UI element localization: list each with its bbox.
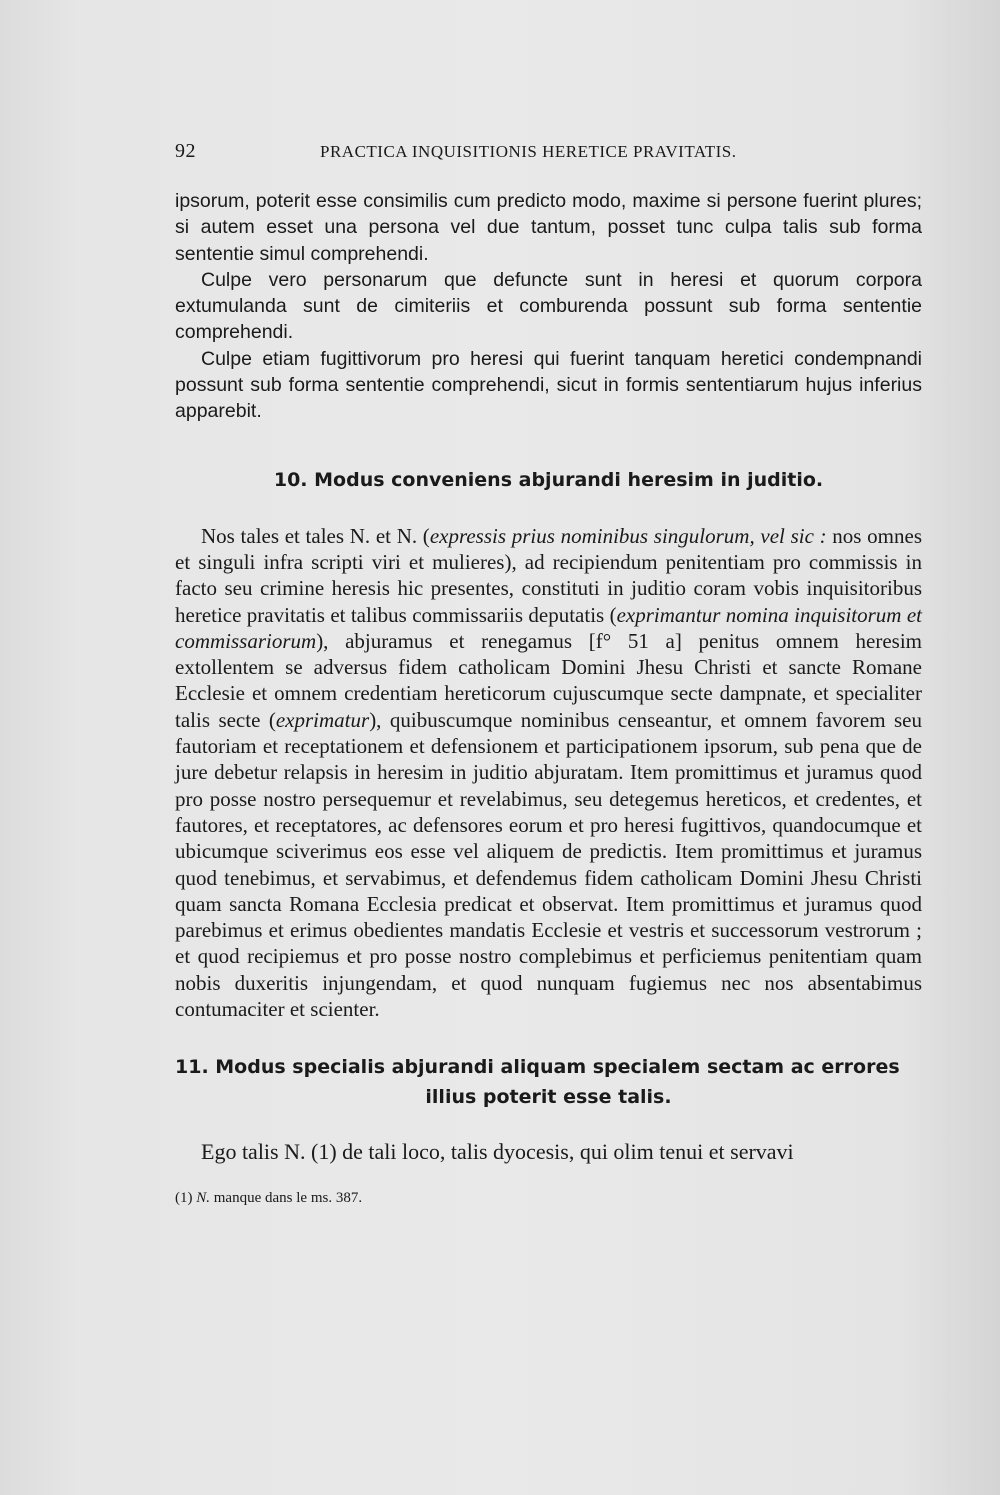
section-10-italic-3: exprimatur bbox=[275, 707, 370, 732]
section-10-text-part-4: ), quibuscumque nominibus censeantur, et omnem favorem seu fautoriam et receptationem et defensionem et participationem ipsorum, sub pena que de jure debetur relapsis in heresim in juditio abjuratam. Item promittimus et juramus quod pro posse nostro persequemur et revelabimus, seu detegemus hereticos, et credentes, et fautores, et receptatores, ac defensores eorum et pro heresi fugittivos, quandocumque et ubicumque sciverimus eos esse vel aliquem de predictis. Item promittimus et juramus quod tenebimus, et servabimus, et defendemus fidem catholicam Domini Jhesu Christi quam sancta Romana Ecclesia predicat et observat. Item promittimus et juramus quod parebimus et erimus obedientes mandatis Ecclesie et vestris et successorum vestrorum ; et quod recipiemus et pro posse nostro complebimus et perficiemus penitentiam quam nobis duxeritis injungendam, et quod nunquam fugiemus nec nos absentabimus contumaciter et scienter. bbox=[175, 707, 922, 1022]
section-11-heading-line-2: illius poterit esse talis. bbox=[425, 1086, 672, 1109]
paragraph-3: Culpe etiam fugittivorum pro heresi qui fuerint tanquam heretici condempnandi possunt sub forma sententie comprehendi, sicut in formis sententiarum hujus inferius apparebit. bbox=[175, 347, 922, 423]
running-title: PRACTICA INQUISITIONIS HERETICE PRAVITATIS. bbox=[320, 142, 737, 161]
section-11-heading-line-1: 11. Modus specialis abjurandi aliquam specialem sectam ac errores bbox=[175, 1056, 900, 1079]
footnote-marker: (1) bbox=[175, 1190, 197, 1207]
footnote bbox=[175, 1188, 922, 1208]
running-head bbox=[175, 140, 922, 180]
section-10-text-part-1: Nos tales et tales N. et N. ( bbox=[201, 523, 430, 548]
section-10-heading: 10. Modus conveniens abjurandi heresim in juditio. bbox=[273, 468, 824, 491]
page-number: 92 bbox=[175, 140, 196, 162]
footnote-text: manque dans le ms. 387. bbox=[210, 1190, 363, 1207]
page-content bbox=[175, 188, 922, 1208]
footnote-italic: N. bbox=[196, 1190, 211, 1207]
paragraph-1: ipsorum, poterit esse consimilis cum predicto modo, maxime si persone fuerint plures; si autem esset una persona vel due tantum, posset tunc culpa talis sub forma sententie simul comprehendi. bbox=[175, 190, 922, 265]
ego-paragraph: Ego talis N. (1) de tali loco, talis dyocesis, qui olim tenui et servavi bbox=[201, 1139, 794, 1165]
section-10-text-part-3: ), abjuramus et renegamus [f° 51 a] penitus omnem heresim extollentem se adversus fidem catholicam Domini Jhesu Christi et sancte Romane Ecclesie et omnem credentiam hereticorum cujuscumque secte dampnate, et specialiter talis secte ( bbox=[175, 628, 922, 732]
section-11-heading bbox=[175, 1052, 922, 1112]
section-10-italic-2: exprimantur nomina inquisitorum et commissariorum bbox=[175, 602, 922, 653]
paragraph-2: Culpe vero personarum que defuncte sunt in heresi et quorum corpora extumulanda sunt de cimiteriis et comburenda possunt sub forma sententie comprehendi. bbox=[175, 268, 922, 344]
section-10-italic-1: expressis prius nominibus singulorum, vel sic : bbox=[429, 523, 827, 548]
section-10-text bbox=[175, 523, 922, 1023]
section-10-text-part-2: nos omnes et singuli infra scripti viri et mulieres), ad recipiendum penitentiam pro commissis in facto seu crimine heresis hic presentes, constituti in juditio coram vobis inquisitoribus heretice pravitatis et talibus commissariis deputatis ( bbox=[175, 523, 922, 627]
